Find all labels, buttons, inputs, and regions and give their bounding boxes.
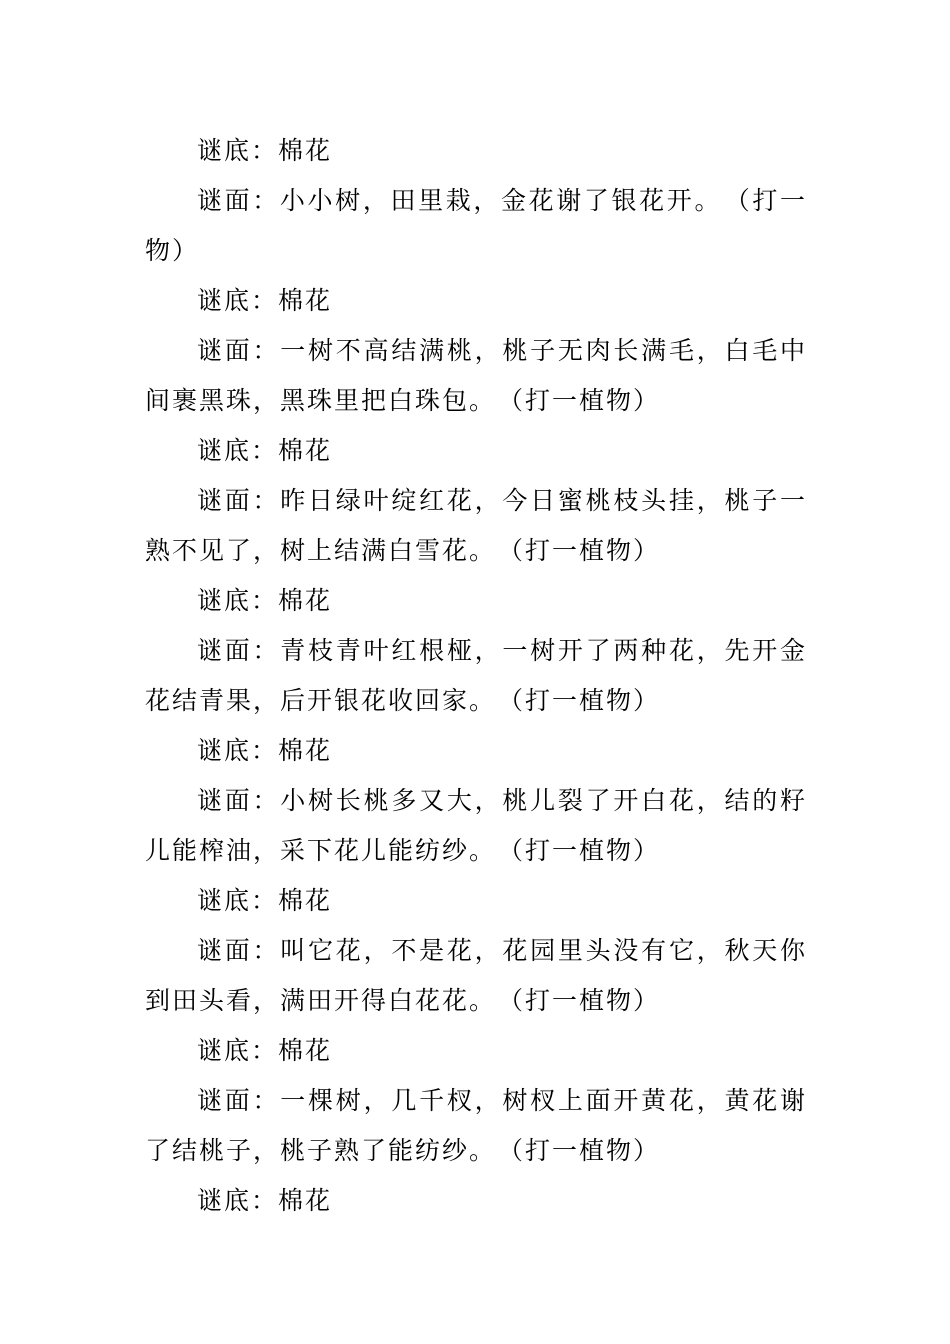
riddle-answer: 谜底：棉花 bbox=[197, 1186, 333, 1215]
riddle-answer: 谜底：棉花 bbox=[197, 586, 333, 615]
riddle-question: 谜面：一树不高结满桃，桃子无肉长满毛，白毛中间裹黑珠，黑珠里把白珠包。 （打一植物） bbox=[145, 336, 807, 415]
riddle-answer: 谜底：棉花 bbox=[197, 436, 333, 465]
riddle-question: 谜面：小树长桃多又大，桃儿裂了开白花，结的籽儿能榨油，采下花儿能纺纱。 （打一植物） bbox=[145, 786, 807, 865]
riddle-question: 谜面：叫它花，不是花，花园里头没有它，秋天你到田头看，满田开得白花花。 （打一植物） bbox=[145, 936, 807, 1015]
riddle-answer: 谜底：棉花 bbox=[197, 136, 333, 165]
riddle-question: 谜面：青枝青叶红根桠，一树开了两种花，先开金花结青果，后开银花收回家。 （打一植物） bbox=[145, 636, 807, 715]
riddle-question: 谜面：一棵树，几千杈，树杈上面开黄花，黄花谢了结桃子，桃子熟了能纺纱。 （打一植物） bbox=[145, 1086, 807, 1165]
riddle-answer: 谜底：棉花 bbox=[197, 886, 333, 915]
riddle-question: 谜面：小小树，田里栽，金花谢了银花开。 （打一物） bbox=[145, 186, 807, 265]
document-body bbox=[145, 126, 807, 1226]
riddle-question: 谜面：昨日绿叶绽红花，今日蜜桃枝头挂，桃子一熟不见了，树上结满白雪花。 （打一植物） bbox=[145, 486, 807, 565]
riddle-answer: 谜底：棉花 bbox=[197, 736, 333, 765]
riddle-answer: 谜底：棉花 bbox=[197, 286, 333, 315]
riddle-answer: 谜底：棉花 bbox=[197, 1036, 333, 1065]
